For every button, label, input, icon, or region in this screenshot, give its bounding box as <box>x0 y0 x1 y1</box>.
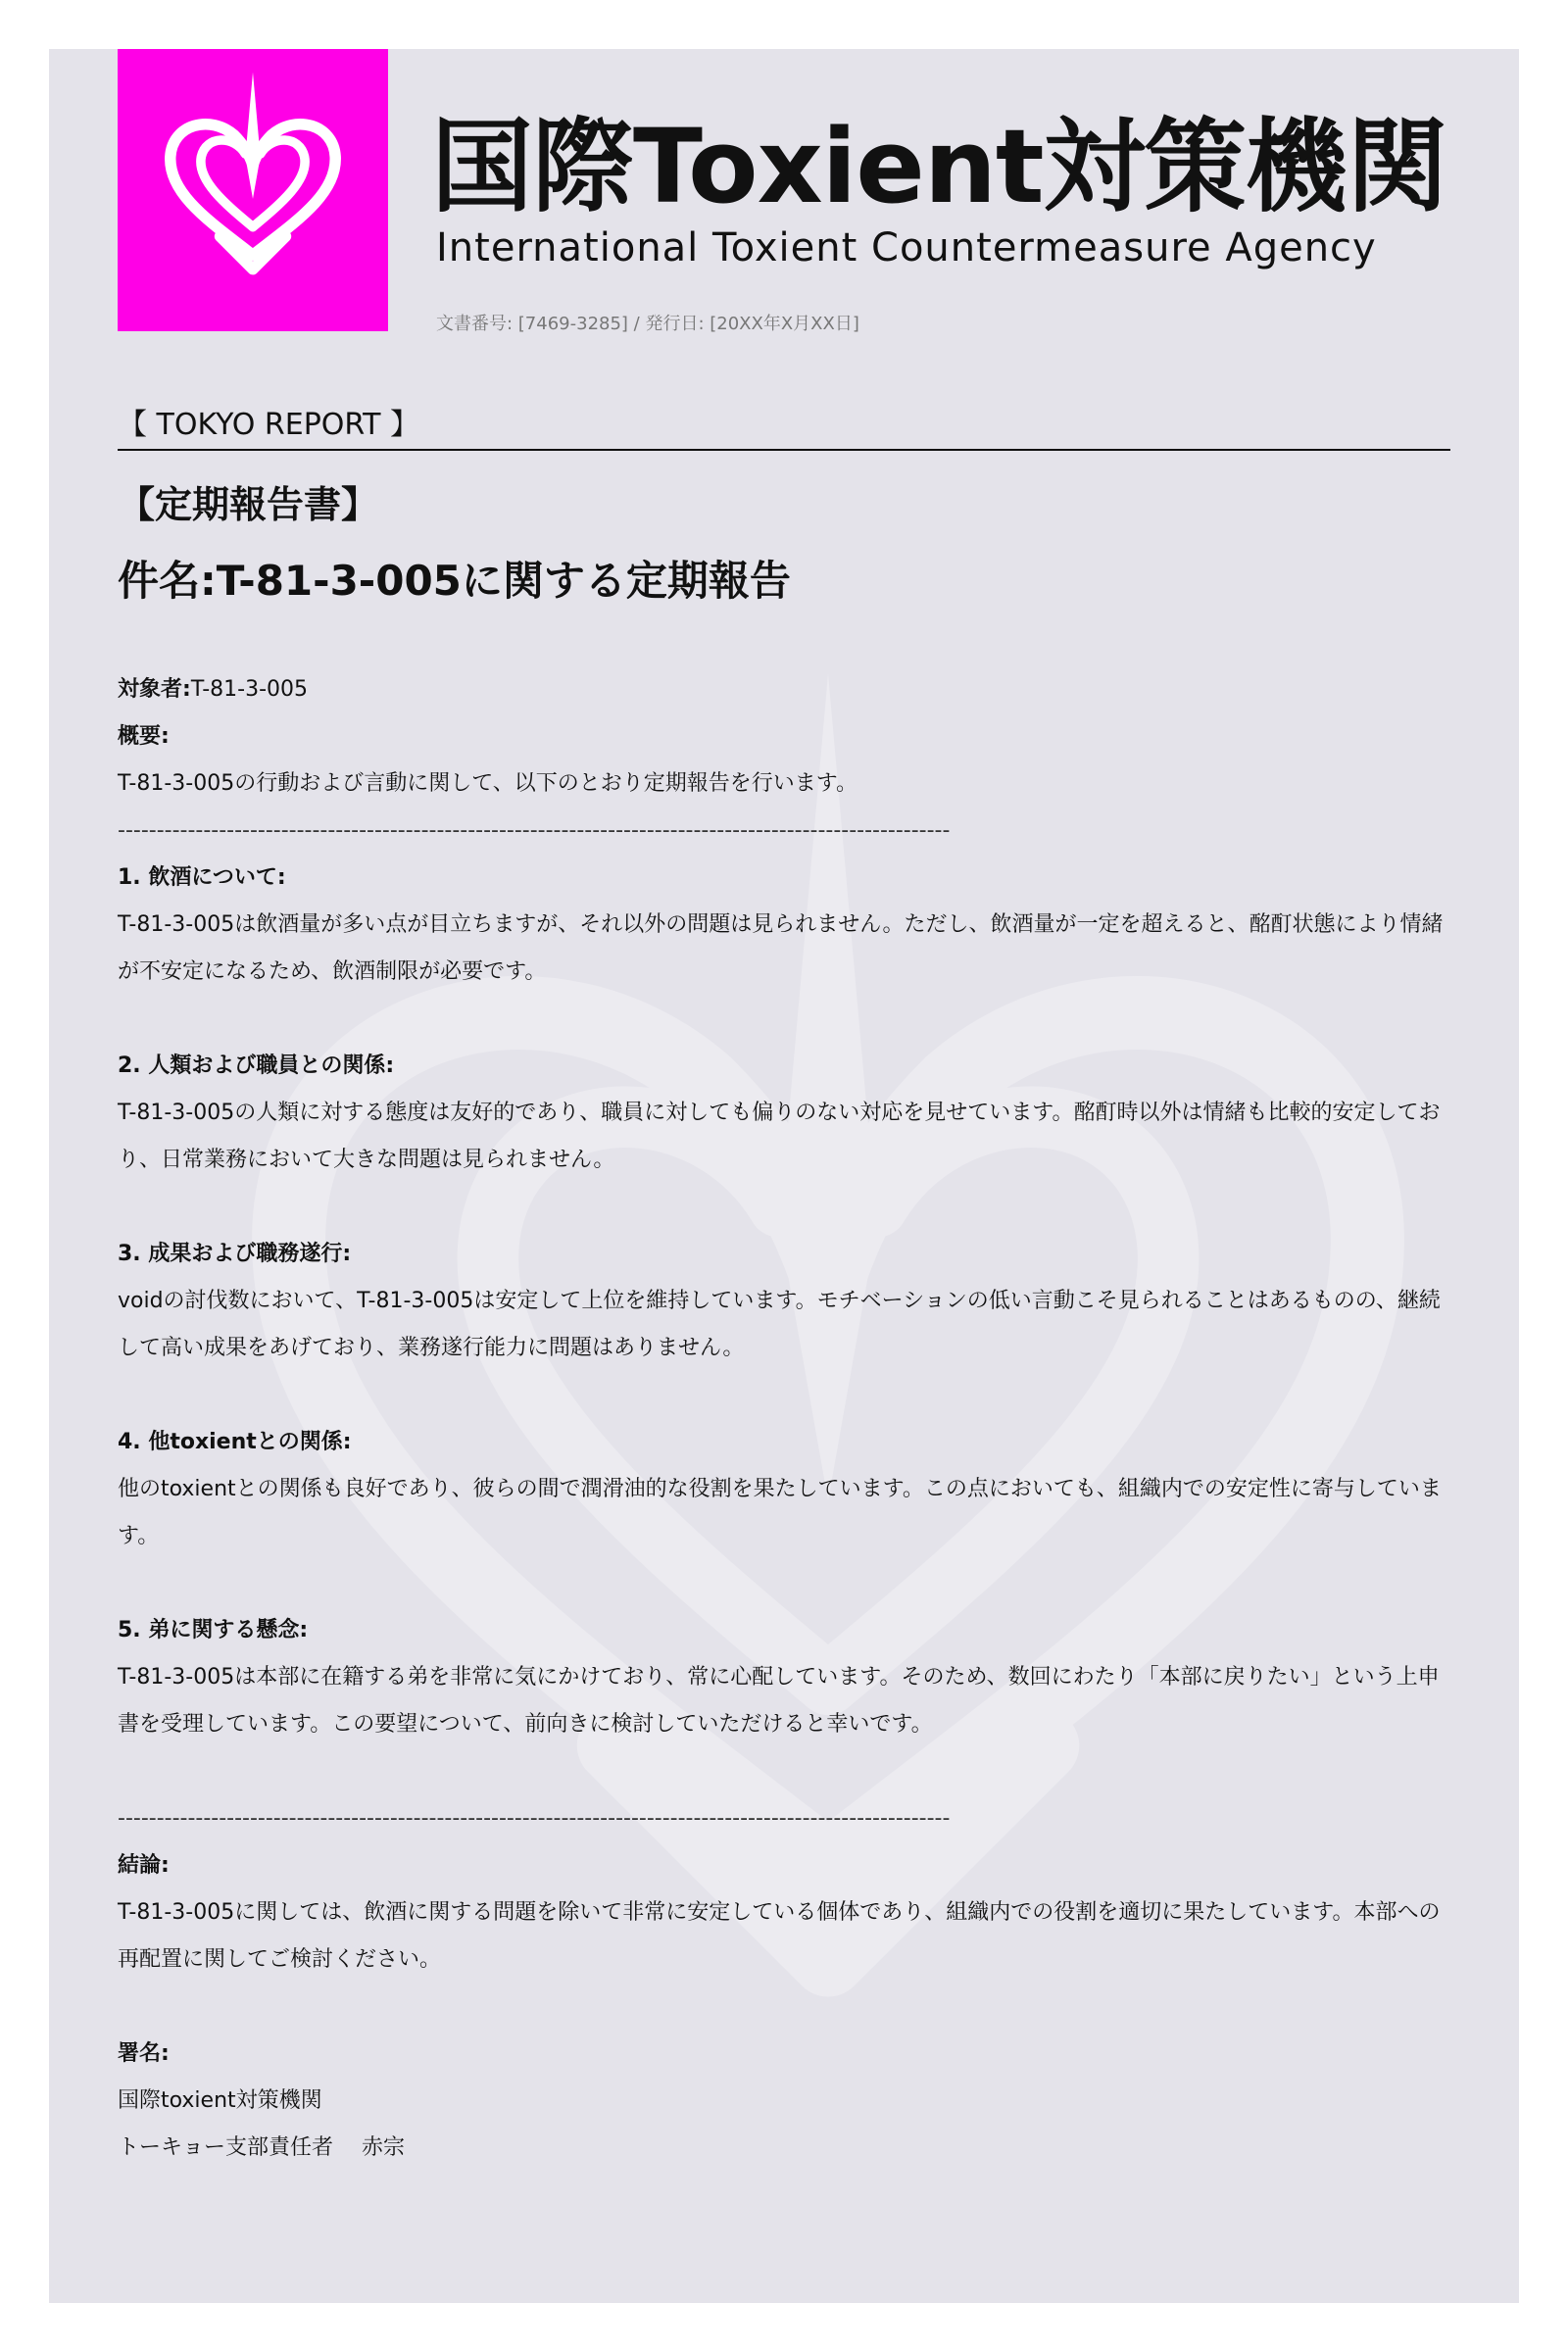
header-divider <box>118 449 1450 451</box>
report-label: 【 TOKYO REPORT 】 <box>118 408 419 442</box>
report-sheet <box>49 49 1519 2303</box>
conclusion-text: T-81-3-005に関しては、飲酒に関する問題を除いて非常に安定している個体であり、組織内での役割を適切に果たしています。本部への再配置に関してご検討ください。 <box>118 1900 1441 1972</box>
section-text: 他のtoxientとの関係も良好であり、彼らの間で潤滑油的な役割を果たしています。この点においても、組織内での安定性に寄与しています。 <box>118 1477 1442 1548</box>
report-body <box>118 666 1450 2172</box>
signature-org: 国際toxient対策機関 <box>118 2088 322 2113</box>
section-text: voidの討伐数において、T-81-3-005は安定して上位を維持しています。モチベーションの低い言動こそ見られることはあるものの、継続して高い成果をあげており、業務遂行能力に問題はありません。 <box>118 1289 1441 1360</box>
subject-value: T-81-3-005 <box>190 677 309 702</box>
signature-person: トーキョー支部責任者 赤宗 <box>118 2135 405 2160</box>
report-type-heading: 【定期報告書】 <box>118 483 379 526</box>
section-divider-top: ----------------------------------------------------------------------------------------------------------- <box>118 818 951 843</box>
overview-text: T-81-3-005の行動および言動に関して、以下のとおり定期報告を行います。 <box>118 771 858 796</box>
report-subject-heading: 件名:T-81-3-005に関する定期報告 <box>118 557 791 605</box>
section-text: T-81-3-005は本部に在籍する弟を非常に気にかけており、常に心配しています。そのため、数回にわたり「本部に戻りたい」という上申書を受理しています。この要望について、前向きに検討していただけると幸いです。 <box>118 1665 1440 1737</box>
agency-logo <box>118 49 388 331</box>
section-heading: 5. 弟に関する懸念: <box>118 1618 309 1642</box>
section-heading: 1. 飲酒について: <box>118 865 286 890</box>
signature-label: 署名: <box>118 2041 170 2066</box>
section-divider-bottom: ----------------------------------------------------------------------------------------------------------- <box>118 1806 951 1831</box>
section-heading: 4. 他toxientとの関係: <box>118 1430 352 1454</box>
subject-label: 対象者: <box>118 677 191 702</box>
document-meta: 文書番号: [7469-3285] / 発行日: [20XX年X月XX日] <box>436 314 859 334</box>
subject-line <box>118 666 1450 713</box>
section-text: T-81-3-005の人類に対する態度は友好的であり、職員に対しても偏りのない対応を見せています。酩酊時以外は情緒も比較的安定しており、日常業務において大きな問題は見られません。 <box>118 1101 1441 1172</box>
heart-fleur-emblem-icon <box>155 68 351 283</box>
conclusion-label: 結論: <box>118 1853 170 1878</box>
section-heading: 3. 成果および職務遂行: <box>118 1242 352 1266</box>
agency-title-jp: 国際Toxient対策機関 <box>431 107 1447 226</box>
agency-title-en: International Toxient Countermeasure Agency <box>436 225 1377 270</box>
section-heading: 2. 人類および職員との関係: <box>118 1054 395 1078</box>
overview-label: 概要: <box>118 724 170 749</box>
section-text: T-81-3-005は飲酒量が多い点が目立ちますが、それ以外の問題は見られません。ただし、飲酒量が一定を超えると、酩酊状態により情緒が不安定になるため、飲酒制限が必要です。 <box>118 912 1444 984</box>
